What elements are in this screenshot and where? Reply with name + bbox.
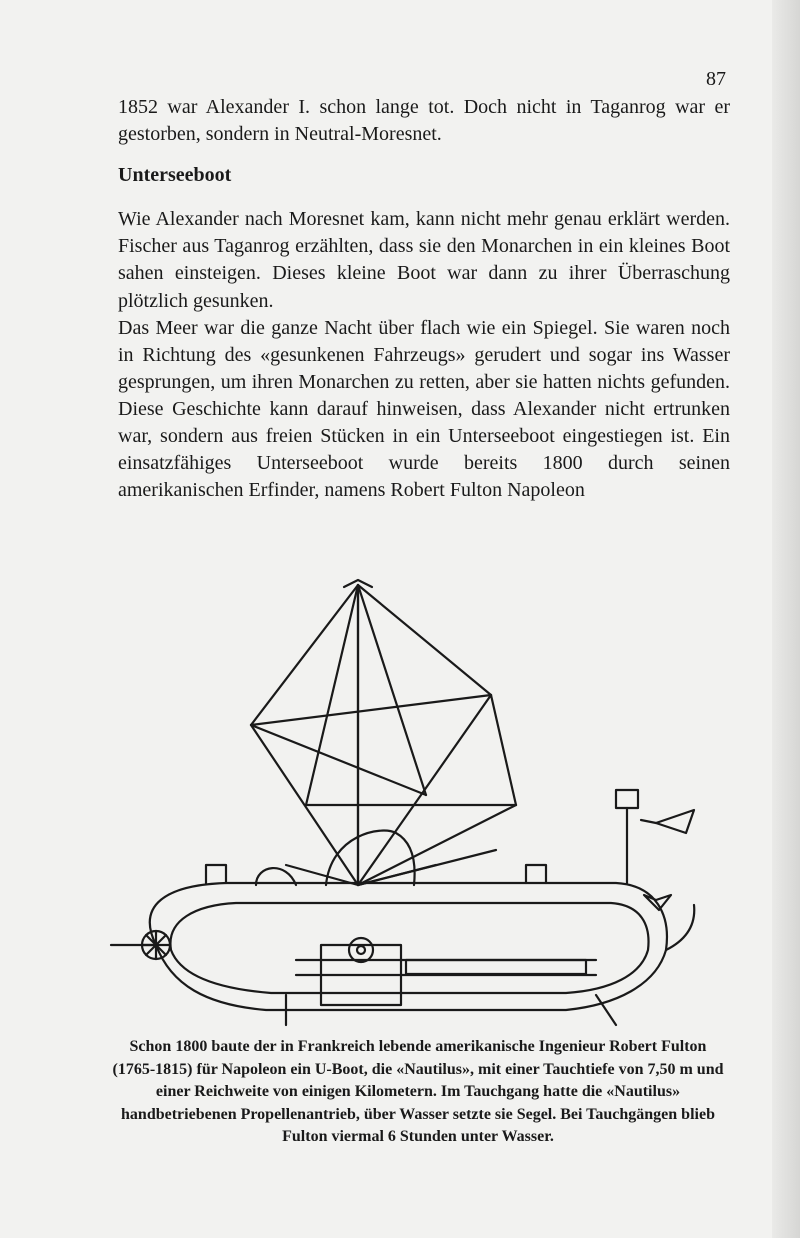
paragraph-1: Wie Alexander nach Moresnet kam, kann nicht mehr genau erklärt werden. Fischer aus Taganrog erzählten, dass sie den Monarchen in ein kleines Boot sahen einsteigen. Dieses kleine Boot war dann zu ihrer Überraschung plötzlich gesunken. [118, 208, 730, 312]
body-text [118, 94, 730, 504]
section-heading: Unterseeboot [118, 164, 232, 187]
paragraph-2: Das Meer war die ganze Nacht über flach wie ein Spiegel. Sie waren noch in Richtung des «gesunkenen Fahrzeugs» gerudert und sogar ins Wasser gesprungen, um ihren Monarchen zu retten, aber sie hatten nichts gefunden. Diese Geschichte kann darauf hinweisen, dass Alexander nicht ertrunken war, sondern aus freien Stücken in ein Unterseeboot eingestiegen ist. Ein einsatzfähiges Unterseeboot wurde bereits 1800 durch seinen amerikanischen Erfinder, namens Robert Fulton Napoleon [118, 316, 730, 502]
nautilus-submarine-drawing [96, 565, 696, 1035]
page-edge-shadow [772, 0, 800, 1238]
paragraph-intro: 1852 war Alexander I. schon lange tot. Doch nicht in Taganrog war er gestorben, sondern in Neutral-Moresnet. [118, 96, 730, 146]
figure-caption: Schon 1800 baute der in Frankreich lebende amerikanische Ingenieur Robert Fulton (1765-1815) für Napoleon ein U-Boot, die «Nautilus», mit einer Tauchtiefe von 7,50 m und einer Reichweite von einigen Kilometern. Im Tauchgang hatte die «Nautilus» handbetriebenen Propellenantrieb, über Wasser setzte sie Segel. Bei Tauchgängen blieb Fulton viermal 6 Stunden unter Wasser. [112, 1038, 724, 1145]
page-number: 87 [706, 68, 726, 90]
